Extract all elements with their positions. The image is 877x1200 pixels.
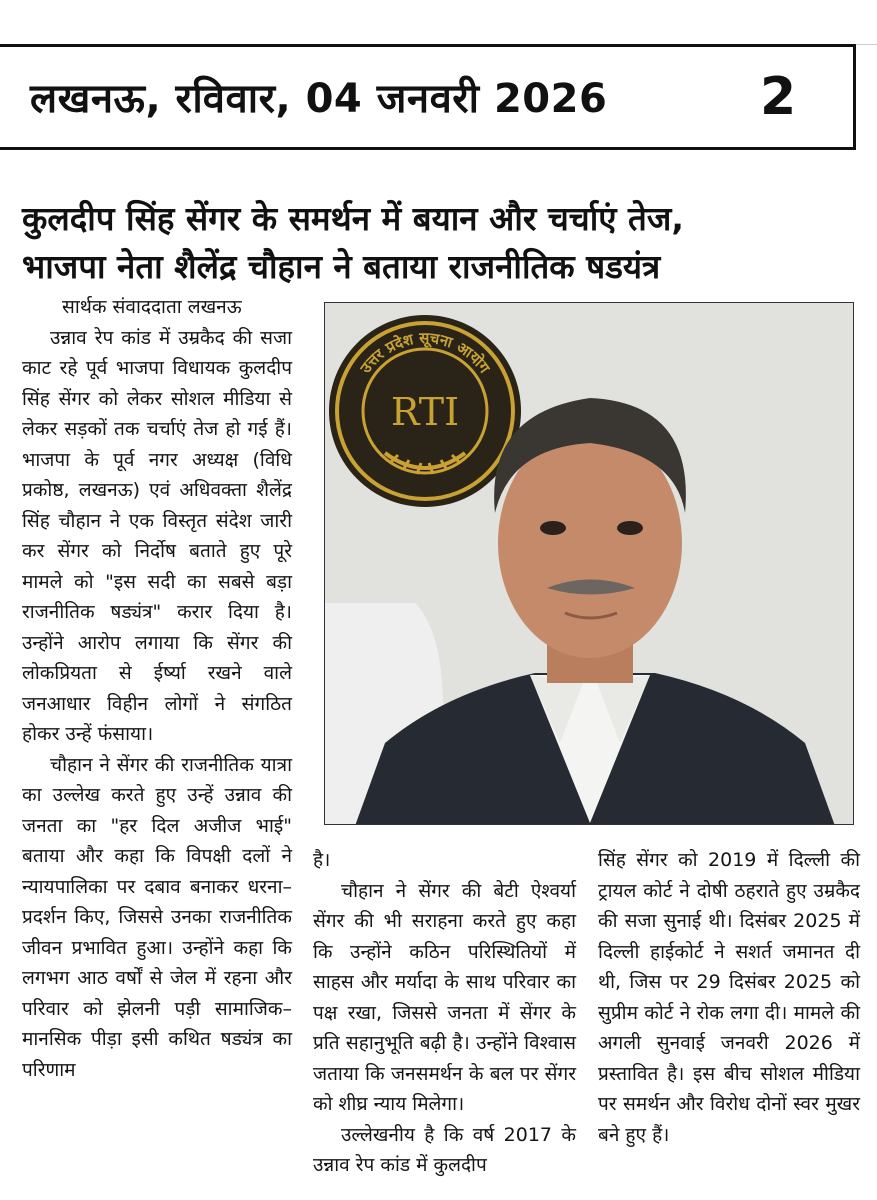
person-eye-left	[540, 521, 566, 535]
headline-line-2: भाजपा नेता शैलेंद्र चौहान ने बताया राजनीतिक षडयंत्र	[22, 247, 661, 286]
emblem-center-text: RTI	[390, 390, 460, 434]
paragraph: चौहान ने सेंगर की राजनीतिक यात्रा का उल्लेख करते हुए उन्हें उन्नाव की जनता का "हर दिल अजीज भाई" बताया और कहा कि विपक्षी दलों ने न्यायपालिका पर दबाव बनाकर धरना–प्रदर्शन किए, जिससे उनका राजनीतिक जीवन प्रभावित हुआ। उन्होंने कहा कि लगभग आठ वर्षों से जेल में रहना और परिवार को झेलनी पड़ी सामाजिक–मानसिक पीड़ा इसी कथित षड्यंत्र का परिणाम	[22, 753, 292, 1081]
headline-line-1: कुलदीप सिंह सेंगर के समर्थन में बयान और चर्चाएं तेज,	[22, 199, 684, 238]
person-eye-right	[617, 521, 643, 535]
byline: सार्थक संवाददाता लखनऊ	[62, 296, 242, 318]
paragraph: सिंह सेंगर को 2019 में दिल्ली की ट्रायल कोर्ट ने दोषी ठहराते हुए उम्रकैद की सजा सुनाई थी। दिसंबर 2025 में दिल्ली हाईकोर्ट ने सशर्त जमानत दी थी, जिस पर 29 दिसंबर 2025 को सुप्रीम कोर्ट ने रोक लगा दी। मामले की अगली सुनवाई जनवरी 2026 में प्रस्तावित है। इस बीच सोशल मीडिया पर समर्थन और विरोध दोनों स्वर मुखर बने हुए हैं।	[598, 849, 860, 1146]
photo-illustration	[325, 303, 854, 825]
page-top-strip	[0, 0, 877, 45]
page-number: 2	[760, 67, 797, 127]
masthead	[0, 44, 856, 150]
paragraph: उल्लेखनीय है कि वर्ष 2017 के उन्नाव रेप कांड में कुलदीप	[313, 1123, 576, 1176]
rti-emblem	[329, 315, 521, 507]
paragraph: उन्नाव रेप कांड में उम्रकैद की सजा काट रहे पूर्व भाजपा विधायक कुलदीप सिंह सेंगर को लेकर सोशल मीडिया से लेकर सड़कों तक चर्चाएं तेज हो गई हैं। भाजपा के पूर्व नगर अध्यक्ष (विधि प्रकोष्ठ, लखनऊ) एवं अधिवक्ता शैलेंद्र सिंह चौहान ने एक विस्तृत संदेश जारी कर सेंगर को निर्दोष बताते हुए पूरे मामले को "इस सदी का सबसे बड़ा राजनीतिक षड्यंत्र" करार दिया है। उन्होंने आरोप लगाया कि सेंगर की लोकप्रियता से ईर्ष्या रखने वाले जनआधार विहीन लोगों ने संगठित होकर उन्हें फंसाया।	[22, 326, 292, 745]
emblem-ring-text: उत्तर प्रदेश सूचना आयोग	[356, 328, 494, 377]
article-column-3	[598, 845, 860, 1150]
dateline: लखनऊ, रविवार, 04 जनवरी 2026	[30, 76, 608, 122]
article-photo	[324, 302, 854, 825]
paragraph: है।	[313, 849, 331, 871]
article-column-1	[22, 292, 292, 1085]
article-column-2	[313, 845, 576, 1181]
paragraph: चौहान ने सेंगर की बेटी ऐश्वर्या सेंगर की भी सराहना करते हुए कहा कि उन्होंने कठिन परिस्थितियों में साहस और मर्यादा के साथ परिवार का पक्ष रखा, जिससे जनता में सेंगर के प्रति सहानुभूति बढ़ी है। उन्होंने विश्वास जताया कि जनसमर्थन के बल पर सेंगर को शीघ्र न्याय मिलेगा।	[313, 879, 576, 1115]
